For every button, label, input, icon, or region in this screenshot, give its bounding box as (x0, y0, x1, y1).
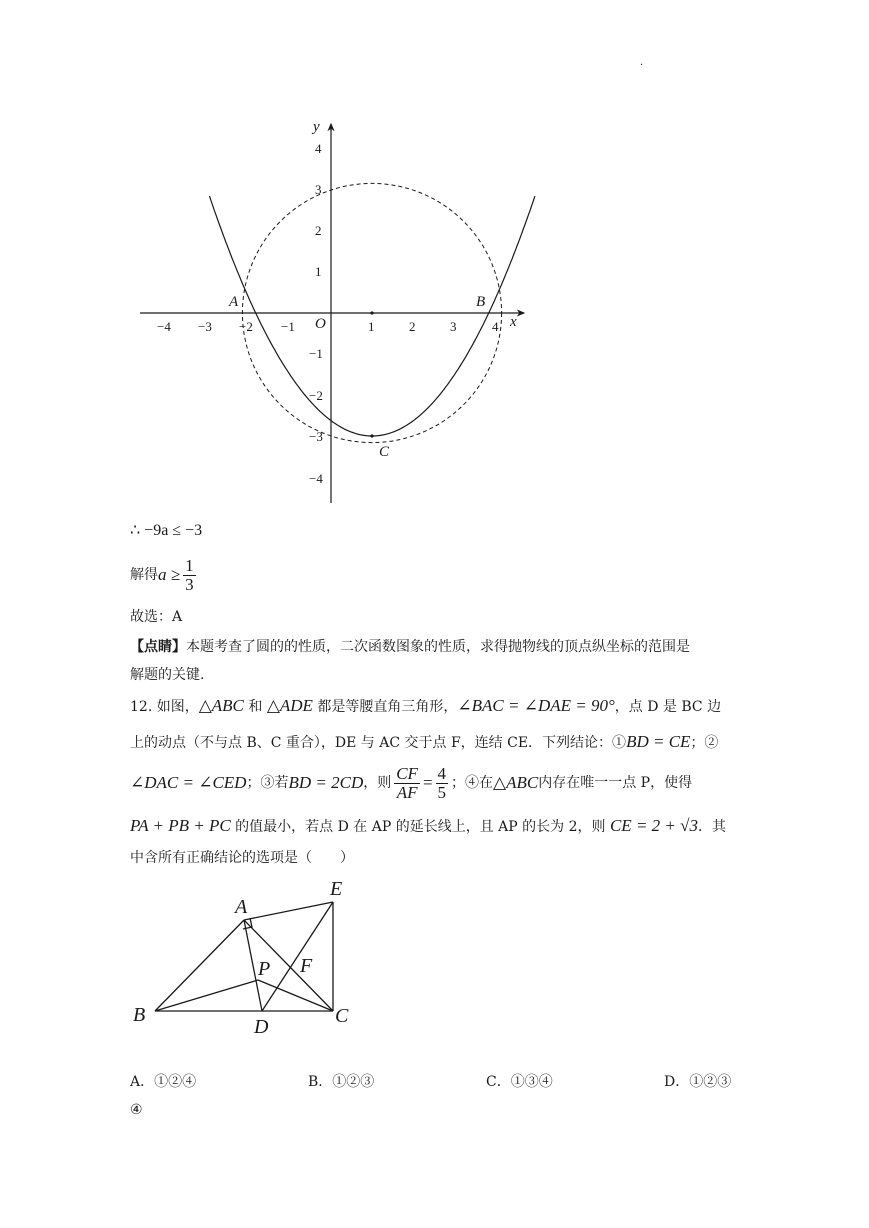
segment-pc (258, 980, 333, 1011)
q12-line-5: 中含所有正确结论的选项是（ ） (130, 850, 354, 866)
fraction-numerator: CF (396, 763, 418, 783)
label-c: C (335, 1005, 349, 1027)
comment-line-1 (130, 637, 690, 657)
x-tick-label: 3 (450, 319, 457, 334)
fraction-denominator: 3 (185, 574, 194, 594)
label-d: D (254, 1016, 269, 1038)
comment-tag: 【点睛】 (130, 639, 186, 655)
option-b[interactable]: B．①②③ (308, 1074, 375, 1090)
fraction-denominator: AF (396, 782, 418, 802)
label-b: B (133, 1004, 146, 1026)
y-axis-label: y (313, 119, 320, 135)
y-tick-label: −3 (309, 429, 323, 444)
y-tick-label: −4 (309, 471, 323, 486)
comment-body: 本题考查了圆的的性质，二次函数图象的性质，求得抛物线的顶点纵坐标的范围是 (186, 639, 690, 655)
math-pa-pb-pc: PA + PB + PC (130, 816, 231, 835)
x-tick-label: 2 (409, 319, 416, 334)
fraction-numerator: 4 (437, 763, 447, 783)
q12-text: ．其 (697, 819, 726, 835)
solution-line-2-prefix: 解得 (130, 567, 158, 583)
q12-text: 都是等腰直角三角形， (312, 699, 458, 715)
point-a-label: A (229, 294, 239, 310)
q12-text: ；② (690, 735, 719, 751)
label-f: F (300, 955, 313, 977)
segment-ae (244, 902, 333, 920)
triangle-abc: △ABC (493, 773, 539, 792)
q12-text: 上的动点（不与点 B、C 重合），DE 与 AC 交于点 F，连结 CE．下列结论：① (130, 735, 627, 751)
fraction-cf-af (394, 765, 420, 802)
y-tick-label: 2 (315, 223, 322, 238)
x-tick-label: −2 (239, 319, 253, 334)
x-tick-label: −4 (157, 319, 171, 334)
x-tick-label: 1 (368, 319, 375, 334)
q12-text: 内存在唯一一点 P，使得 (538, 775, 693, 791)
option-a[interactable]: A．①②④ (130, 1074, 197, 1090)
answer-line: 故选：A (130, 609, 183, 625)
origin-label: O (315, 316, 326, 332)
triangle-ade: △ADE (266, 696, 313, 715)
q12-line-4 (130, 816, 726, 837)
point-c-label: C (379, 444, 390, 460)
q12-line-3 (130, 760, 692, 806)
solution-line-1: ∴ −9a ≤ −3 (130, 522, 203, 539)
point-center (370, 311, 373, 314)
label-e: E (330, 878, 343, 900)
y-tick-label: 4 (315, 141, 322, 156)
option-d[interactable]: D．①②③ (664, 1074, 732, 1090)
q12-number: 12. 如图， (130, 699, 199, 715)
angle-equation: ∠BAC = ∠DAE = 90° (457, 696, 615, 715)
y-tick-label: −1 (309, 346, 323, 361)
fraction-four-fifths (436, 765, 449, 802)
fraction-numerator: 1 (185, 555, 194, 575)
point-vertex (370, 434, 373, 437)
y-tick-label: 3 (315, 182, 322, 197)
y-tick-label: −2 (309, 388, 323, 403)
parabola-circle-graph (130, 110, 550, 510)
option-c[interactable]: C．①③④ (486, 1074, 553, 1090)
q12-text: 的值最小，若点 D 在 AP 的延长线上，且 AP 的长为 2，则 (230, 819, 610, 835)
x-tick-label: −1 (281, 319, 295, 334)
x-axis-label: x (510, 314, 517, 330)
segment-de (262, 902, 333, 1011)
solution-line-2 (130, 553, 199, 597)
x-tick-label: −3 (198, 319, 212, 334)
fraction-one-third (183, 557, 196, 594)
q12-line-2 (130, 732, 718, 753)
math-bd-2cd: BD = 2CD (288, 773, 364, 792)
solution-inequality: a ≥ (158, 565, 181, 584)
y-tick-label: 1 (315, 264, 322, 279)
header-mark: · (640, 60, 644, 71)
q12-text: ；④在 (451, 775, 494, 791)
equals-sign: = (422, 773, 433, 792)
comment-line-2: 解题的关键. (130, 667, 205, 683)
option-d-continued: ④ (130, 1102, 143, 1118)
math-bd-ce: BD = CE (626, 732, 691, 751)
parabola-curve (210, 196, 535, 436)
geometry-figure (128, 872, 368, 1042)
triangle-abc: △ABC (198, 696, 244, 715)
q12-text: ，点 D 是 BC 边 (614, 699, 722, 715)
label-a: A (235, 896, 248, 918)
q12-line-1 (130, 696, 721, 717)
fraction-denominator: 5 (437, 782, 447, 802)
q12-text: ；③若 (246, 775, 289, 791)
point-b-label: B (476, 294, 486, 310)
label-p: P (258, 958, 271, 980)
math-angle-dac-ced: ∠DAC = ∠CED (130, 773, 247, 792)
q12-text: ，则 (363, 775, 392, 791)
x-tick-label: 4 (492, 319, 499, 334)
q12-and: 和 (243, 699, 267, 715)
math-ce-value: CE = 2 + √3 (609, 816, 698, 835)
